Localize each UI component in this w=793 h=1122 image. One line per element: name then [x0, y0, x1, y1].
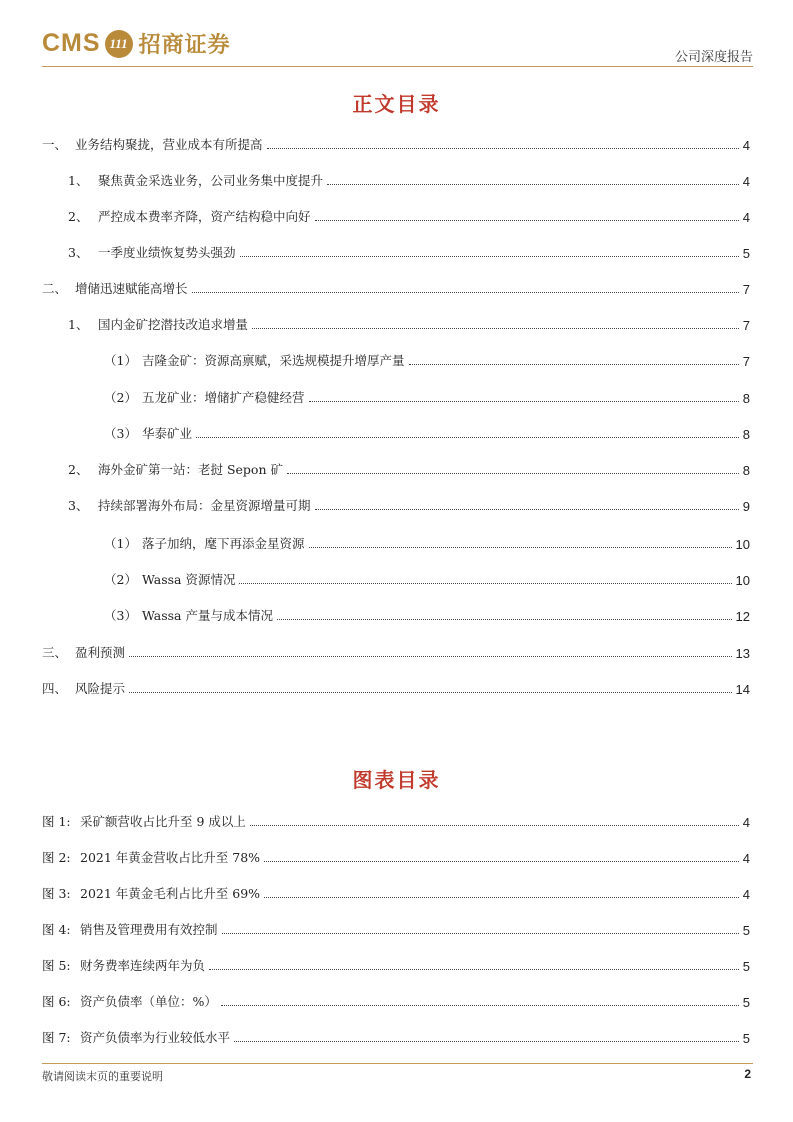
toc-entry-1[interactable] — [42, 133, 750, 153]
dot-leader — [277, 619, 732, 620]
toc-entry-text: 五龙矿业：增储扩产稳健经营 — [142, 390, 305, 405]
figure-entry-3[interactable] — [42, 882, 750, 902]
toc-entry-page: 14 — [735, 682, 750, 697]
dot-leader — [240, 256, 739, 257]
dot-leader — [327, 184, 739, 185]
dot-leader — [309, 401, 739, 402]
toc-entry-page: 5 — [742, 246, 750, 261]
company-logo — [42, 28, 231, 59]
toc-entry-text: Wassa 产量与成本情况 — [142, 608, 273, 623]
toc-entry-page: 4 — [742, 138, 750, 153]
toc-entry-text: 业务结构聚拢，营业成本有所提高 — [75, 137, 263, 152]
figure-entry-page: 4 — [742, 815, 750, 830]
toc-entry-page: 4 — [742, 210, 750, 225]
dot-leader — [252, 328, 739, 329]
toc-entry-page: 13 — [735, 646, 750, 661]
dot-leader — [239, 583, 731, 584]
figure-entry-number: 图 3: — [42, 886, 71, 901]
figure-entry-page: 5 — [742, 995, 750, 1010]
toc-entry-15[interactable] — [42, 641, 750, 661]
toc-entry-page: 8 — [742, 427, 750, 442]
toc-entry-number: （2） — [104, 390, 137, 405]
figure-entry-page: 5 — [742, 959, 750, 974]
figure-entry-page: 5 — [742, 923, 750, 938]
toc-entry-text: 一季度业绩恢复势头强劲 — [98, 245, 236, 260]
figure-entry-7[interactable] — [42, 1026, 750, 1046]
toc-entry-page: 7 — [742, 318, 750, 333]
toc-entry-page: 7 — [742, 354, 750, 369]
dot-leader — [264, 897, 739, 898]
dot-leader — [209, 969, 739, 970]
toc-entry-text: 华泰矿业 — [142, 426, 193, 441]
toc-entry-number: 2、 — [68, 209, 89, 224]
toc-entry-2[interactable] — [42, 169, 750, 189]
toc-entry-7[interactable] — [42, 349, 750, 369]
toc-entry-number: （2） — [104, 572, 137, 587]
toc-entry-number: 四、 — [42, 681, 68, 696]
toc-entry-number: 3、 — [68, 498, 89, 513]
toc-entry-page: 10 — [735, 573, 750, 588]
toc-entry-number: 3、 — [68, 245, 89, 260]
figure-entry-text: 采矿额营收占比升至 9 成以上 — [80, 814, 246, 829]
toc-entry-14[interactable] — [42, 604, 750, 624]
toc-entry-10[interactable] — [42, 458, 750, 478]
footer-divider — [42, 1063, 753, 1064]
toc-entry-4[interactable] — [42, 241, 750, 261]
figure-entry-number: 图 5: — [42, 958, 71, 973]
figure-entry-5[interactable] — [42, 954, 750, 974]
figure-entry-text: 财务费率连续两年为负 — [80, 958, 206, 973]
toc-title: 正文目录 — [352, 92, 441, 116]
toc-entry-5[interactable] — [42, 277, 750, 297]
toc-entry-16[interactable] — [42, 677, 750, 697]
figure-entry-number: 图 1: — [42, 814, 71, 829]
dot-leader — [409, 364, 739, 365]
toc-entry-11[interactable] — [42, 494, 750, 514]
toc-entry-number: （1） — [104, 353, 137, 368]
toc-entry-text: 海外金矿第一站：老挝 Sepon 矿 — [98, 462, 283, 477]
toc-entry-text: 严控成本费率齐降，资产结构稳中向好 — [98, 209, 311, 224]
dot-leader — [129, 656, 732, 657]
dot-leader — [264, 861, 739, 862]
figure-entry-page: 4 — [742, 851, 750, 866]
toc-entry-text: 落子加纳，麾下再添金星资源 — [142, 536, 305, 551]
toc-entry-9[interactable] — [42, 422, 750, 442]
dot-leader — [315, 220, 739, 221]
toc-entry-number: 1、 — [68, 317, 89, 332]
toc-entry-13[interactable] — [42, 568, 750, 588]
figure-entry-number: 图 7: — [42, 1030, 71, 1045]
figure-entry-6[interactable] — [42, 990, 750, 1010]
figure-entry-text: 销售及管理费用有效控制 — [80, 922, 218, 937]
dot-leader — [267, 148, 739, 149]
page-number: 2 — [744, 1067, 751, 1081]
figure-entry-page: 5 — [742, 1031, 750, 1046]
figure-entry-2[interactable] — [42, 846, 750, 866]
dot-leader — [250, 825, 739, 826]
toc-entry-6[interactable] — [42, 313, 750, 333]
toc-entry-3[interactable] — [42, 205, 750, 225]
logo-badge-icon: 111 — [105, 30, 133, 58]
dot-leader — [196, 437, 739, 438]
figure-entry-text: 2021 年黄金营收占比升至 78% — [80, 850, 261, 865]
toc-entry-number: （3） — [104, 608, 137, 623]
toc-entry-page: 7 — [742, 282, 750, 297]
figures-title: 图表目录 — [352, 768, 441, 792]
dot-leader — [234, 1041, 739, 1042]
toc-entry-number: 2、 — [68, 462, 89, 477]
disclaimer-note: 敬请阅读末页的重要说明 — [42, 1070, 163, 1083]
figure-entry-number: 图 6: — [42, 994, 71, 1009]
dot-leader — [309, 547, 732, 548]
toc-entry-page: 8 — [742, 391, 750, 406]
logo-chinese-text: 招商证券 — [138, 32, 231, 58]
dot-leader — [287, 473, 739, 474]
toc-entry-page: 4 — [742, 174, 750, 189]
toc-entry-page: 8 — [742, 463, 750, 478]
toc-entry-number: （3） — [104, 426, 137, 441]
toc-entry-text: 盈利预测 — [75, 645, 126, 660]
toc-entry-text: 持续部署海外布局：金星资源增量可期 — [98, 498, 311, 513]
toc-entry-text: 风险提示 — [75, 681, 126, 696]
figure-entry-4[interactable] — [42, 918, 750, 938]
toc-entry-number: 1、 — [68, 173, 89, 188]
toc-entry-text: Wassa 资源情况 — [142, 572, 236, 587]
figure-entry-number: 图 4: — [42, 922, 71, 937]
dot-leader — [192, 292, 739, 293]
dot-leader — [221, 1005, 739, 1006]
toc-entry-text: 国内金矿挖潜技改追求增量 — [98, 317, 249, 332]
toc-entry-number: （1） — [104, 536, 137, 551]
toc-entry-page: 9 — [742, 499, 750, 514]
dot-leader — [315, 509, 739, 510]
figure-entry-1[interactable] — [42, 810, 750, 830]
figure-entry-page: 4 — [742, 887, 750, 902]
toc-entry-text: 聚焦黄金采选业务，公司业务集中度提升 — [98, 173, 324, 188]
report-type-label: 公司深度报告 — [674, 50, 753, 65]
toc-entry-text: 增储迅速赋能高增长 — [75, 281, 188, 296]
toc-entry-8[interactable] — [42, 386, 750, 406]
toc-entry-number: 三、 — [42, 645, 68, 660]
toc-entry-number: 二、 — [42, 281, 68, 296]
figure-entry-number: 图 2: — [42, 850, 71, 865]
toc-entry-number: 一、 — [42, 137, 68, 152]
header-divider — [42, 66, 753, 67]
figure-entry-text: 资产负债率为行业较低水平 — [80, 1030, 231, 1045]
figure-entry-text: 2021 年黄金毛利占比升至 69% — [80, 886, 261, 901]
toc-entry-12[interactable] — [42, 532, 750, 552]
figure-entry-text: 资产负债率（单位：%） — [80, 994, 217, 1009]
toc-entry-page: 12 — [735, 609, 750, 624]
toc-entry-page: 10 — [735, 537, 750, 552]
dot-leader — [129, 692, 732, 693]
toc-entry-text: 吉隆金矿：资源高禀赋，采选规模提升增厚产量 — [142, 353, 405, 368]
dot-leader — [222, 933, 739, 934]
logo-latin-text: CMS — [42, 29, 101, 57]
